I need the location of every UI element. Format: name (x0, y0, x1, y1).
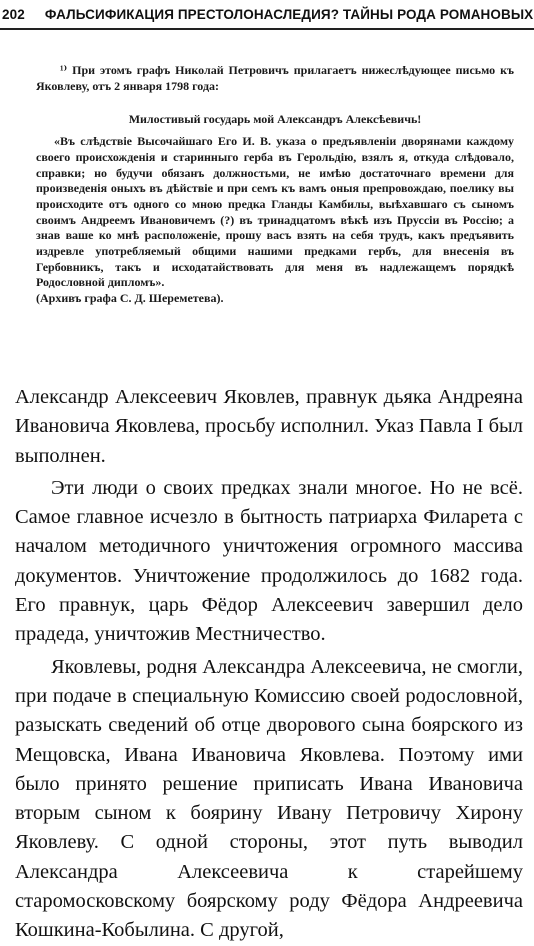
archival-letter (36, 63, 514, 307)
letter-intro: ¹⁾ При этомъ графъ Николай Петровичъ прилагаетъ нижеслѣдующее письмо къ Яковлеву, отъ 2 января 1798 года: (36, 63, 514, 93)
page-number: 202 (2, 6, 25, 22)
running-header (0, 0, 534, 30)
letter-body: «Въ слѣдствіе Высочайшаго Его И. В. указа о предъявленіи дворянами каждому своего происхожденія и старинныго герба въ Герольдію, взялъ я, откуда слѣдовало, справки; но будучи обязанъ должностьми, не имѣю достаточнаго времени для произведенія оныхъ въ дѣйствіе и при семъ къ вамъ оныя препровождаю, поелику вы происходите отъ одного со мною предка Гланды Камбилы, выѣхавшаго съ сыномъ своимъ Андреемъ Ивановичемъ (?) въ тринадцатомъ вѣкѣ изъ Пруссіи въ Россію; а знав ваше ко мнѣ расположеніе, прошу васъ взять на себя трудъ, какъ предъявить издревле употребляемый общими нашими предками гербъ, для внесенія въ Гербовникъ, такъ и исходатайствовать для меня въ надлежащемъ порядкѣ Родословной дипломъ». (36, 134, 514, 290)
running-title: ФАЛЬСИФИКАЦИЯ ПРЕСТОЛОНАСЛЕДИЯ? ТАЙНЫ РОДА РОМАНОВЫХ (44, 6, 534, 22)
paragraph: Эти люди о своих предках знали многое. Но не всё. Самое главное исчезло в бытность патриарха Филарета с началом методичного уничтожения огромного массива документов. Уничтожение продолжилось до 1682 года. Его правнук, царь Фёдор Алексеевич завершил дело прадеда, уничтожив Местничество. (15, 476, 523, 646)
main-text (15, 383, 523, 946)
paragraph: Яковлевы, родня Александра Алексеевича, не смогли, при подаче в специальную Комиссию своей родословной, разыскать сведений об отце дворового сына боярского из Мещовска, Ивана Ивановича Яковлева. Поэтому ими было принято решение приписать Ивана Ивановича вторым сыном к боярину Ивану Петровичу Хирону Яковлеву. С одной стороны, этот путь выводил Александра Алексеевича к старейшему старомосковскому боярскому роду Фёдора Андреевича Кошкина-Кобылина. С другой, (15, 655, 523, 942)
paragraph: Александр Алексеевич Яковлев, правнук дьяка Андреяна Ивановича Яковлева, просьбу исполнил. Указ Павла I был выполнен. (15, 386, 524, 467)
letter-source: (Архивъ графа С. Д. Шереметева). (36, 291, 224, 306)
letter-salutation: Милостивый государь мой Александръ Алексѣевичь! (128, 112, 422, 127)
